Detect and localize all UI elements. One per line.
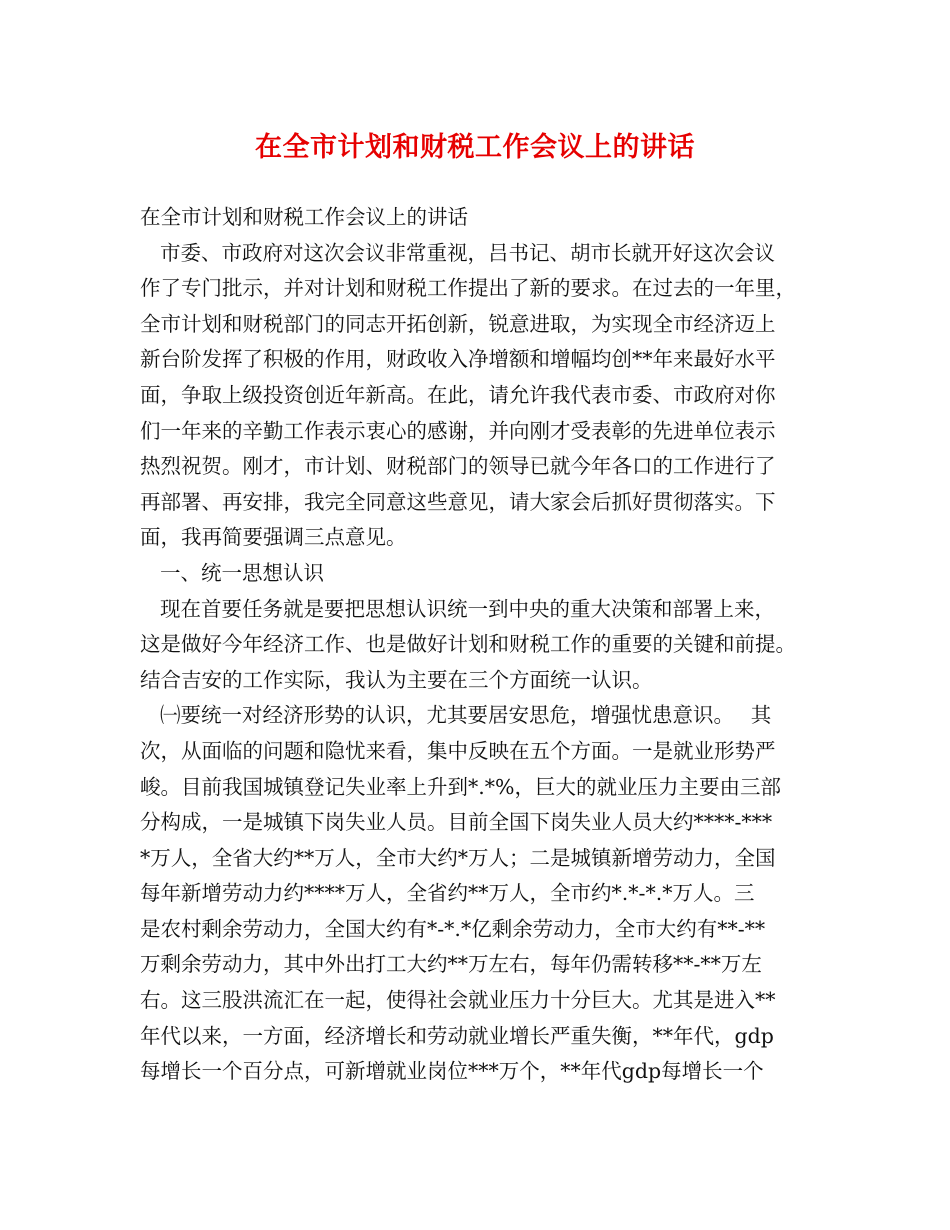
body-line: *万人，全省大约**万人，全市大约*万人；二是城镇新增劳动力，全国 xyxy=(140,845,776,870)
document-title: 在全市计划和财税工作会议上的讲话 xyxy=(255,132,695,163)
body-line: 们一年来的辛勤工作表示衷心的感谢，并向刚才受表彰的先进单位表示 xyxy=(140,418,776,443)
body-line: 次，从面临的问题和隐忧来看，集中反映在五个方面。一是就业形势严 xyxy=(140,738,776,763)
body-line: 面，争取上级投资创近年新高。在此，请允许我代表市委、市政府对你 xyxy=(140,382,776,407)
body-line: 每增长一个百分点，可新增就业岗位***万个，**年代gdp每增长一个 xyxy=(140,1059,764,1084)
body-line: 万剩余劳动力，其中外出打工大约**万左右，每年仍需转移**-**万左 xyxy=(140,952,762,977)
body-line: 是农村剩余劳动力，全国大约有*-*.*亿剩余劳动力，全市大约有**-** xyxy=(140,916,766,941)
body-line: 结合吉安的工作实际，我认为主要在三个方面统一认识。 xyxy=(140,667,653,692)
body-line: 峻。目前我国城镇登记失业率上升到*.*%，巨大的就业压力主要由三部 xyxy=(140,774,781,799)
body-line: 再部署、再安排，我完全同意这些意见，请大家会后抓好贯彻落实。下 xyxy=(140,489,776,514)
body-line: 作了专门批示，并对计划和财税工作提出了新的要求。在过去的一年里， xyxy=(140,276,796,301)
body-line: 现在首要任务就是要把思想认识统一到中央的重大决策和部署上来， xyxy=(160,596,775,621)
body-line: 右。这三股洪流汇在一起，使得社会就业压力十分巨大。尤其是进入** xyxy=(140,988,776,1013)
body-line: 面，我再简要强调三点意见。 xyxy=(140,525,407,550)
body-line: 全市计划和财税部门的同志开拓创新，锐意进取，为实现全市经济迈上 xyxy=(140,311,776,336)
body-line: 年代以来，一方面，经济增长和劳动就业增长严重失衡，**年代，gdp xyxy=(140,1023,774,1048)
document-body xyxy=(140,200,830,1090)
body-line: 每年新增劳动力约****万人，全省约**万人，全市约*.*-*.*万人。三 xyxy=(140,881,755,906)
body-line: 新台阶发挥了积极的作用，财政收入净增额和增幅均创**年来最好水平 xyxy=(140,347,776,372)
body-line: 分构成，一是城镇下岗失业人员。目前全国下岗失业人员大约****-*** xyxy=(140,810,773,835)
body-line: 这是做好今年经济工作、也是做好计划和财税工作的重要的关键和前提。 xyxy=(140,632,796,657)
body-line: 在全市计划和财税工作会议上的讲话 xyxy=(140,205,468,229)
body-line: ㈠要统一对经济形势的认识，尤其要居安思危，增强忧患意识。 其 xyxy=(160,703,772,728)
body-line: 市委、市政府对这次会议非常重视，吕书记、胡市长就开好这次会议 xyxy=(160,240,775,265)
body-line: 一、统一思想认识 xyxy=(160,560,324,585)
body-line: 热烈祝贺。刚才，市计划、财税部门的领导已就今年各口的工作进行了 xyxy=(140,454,776,479)
